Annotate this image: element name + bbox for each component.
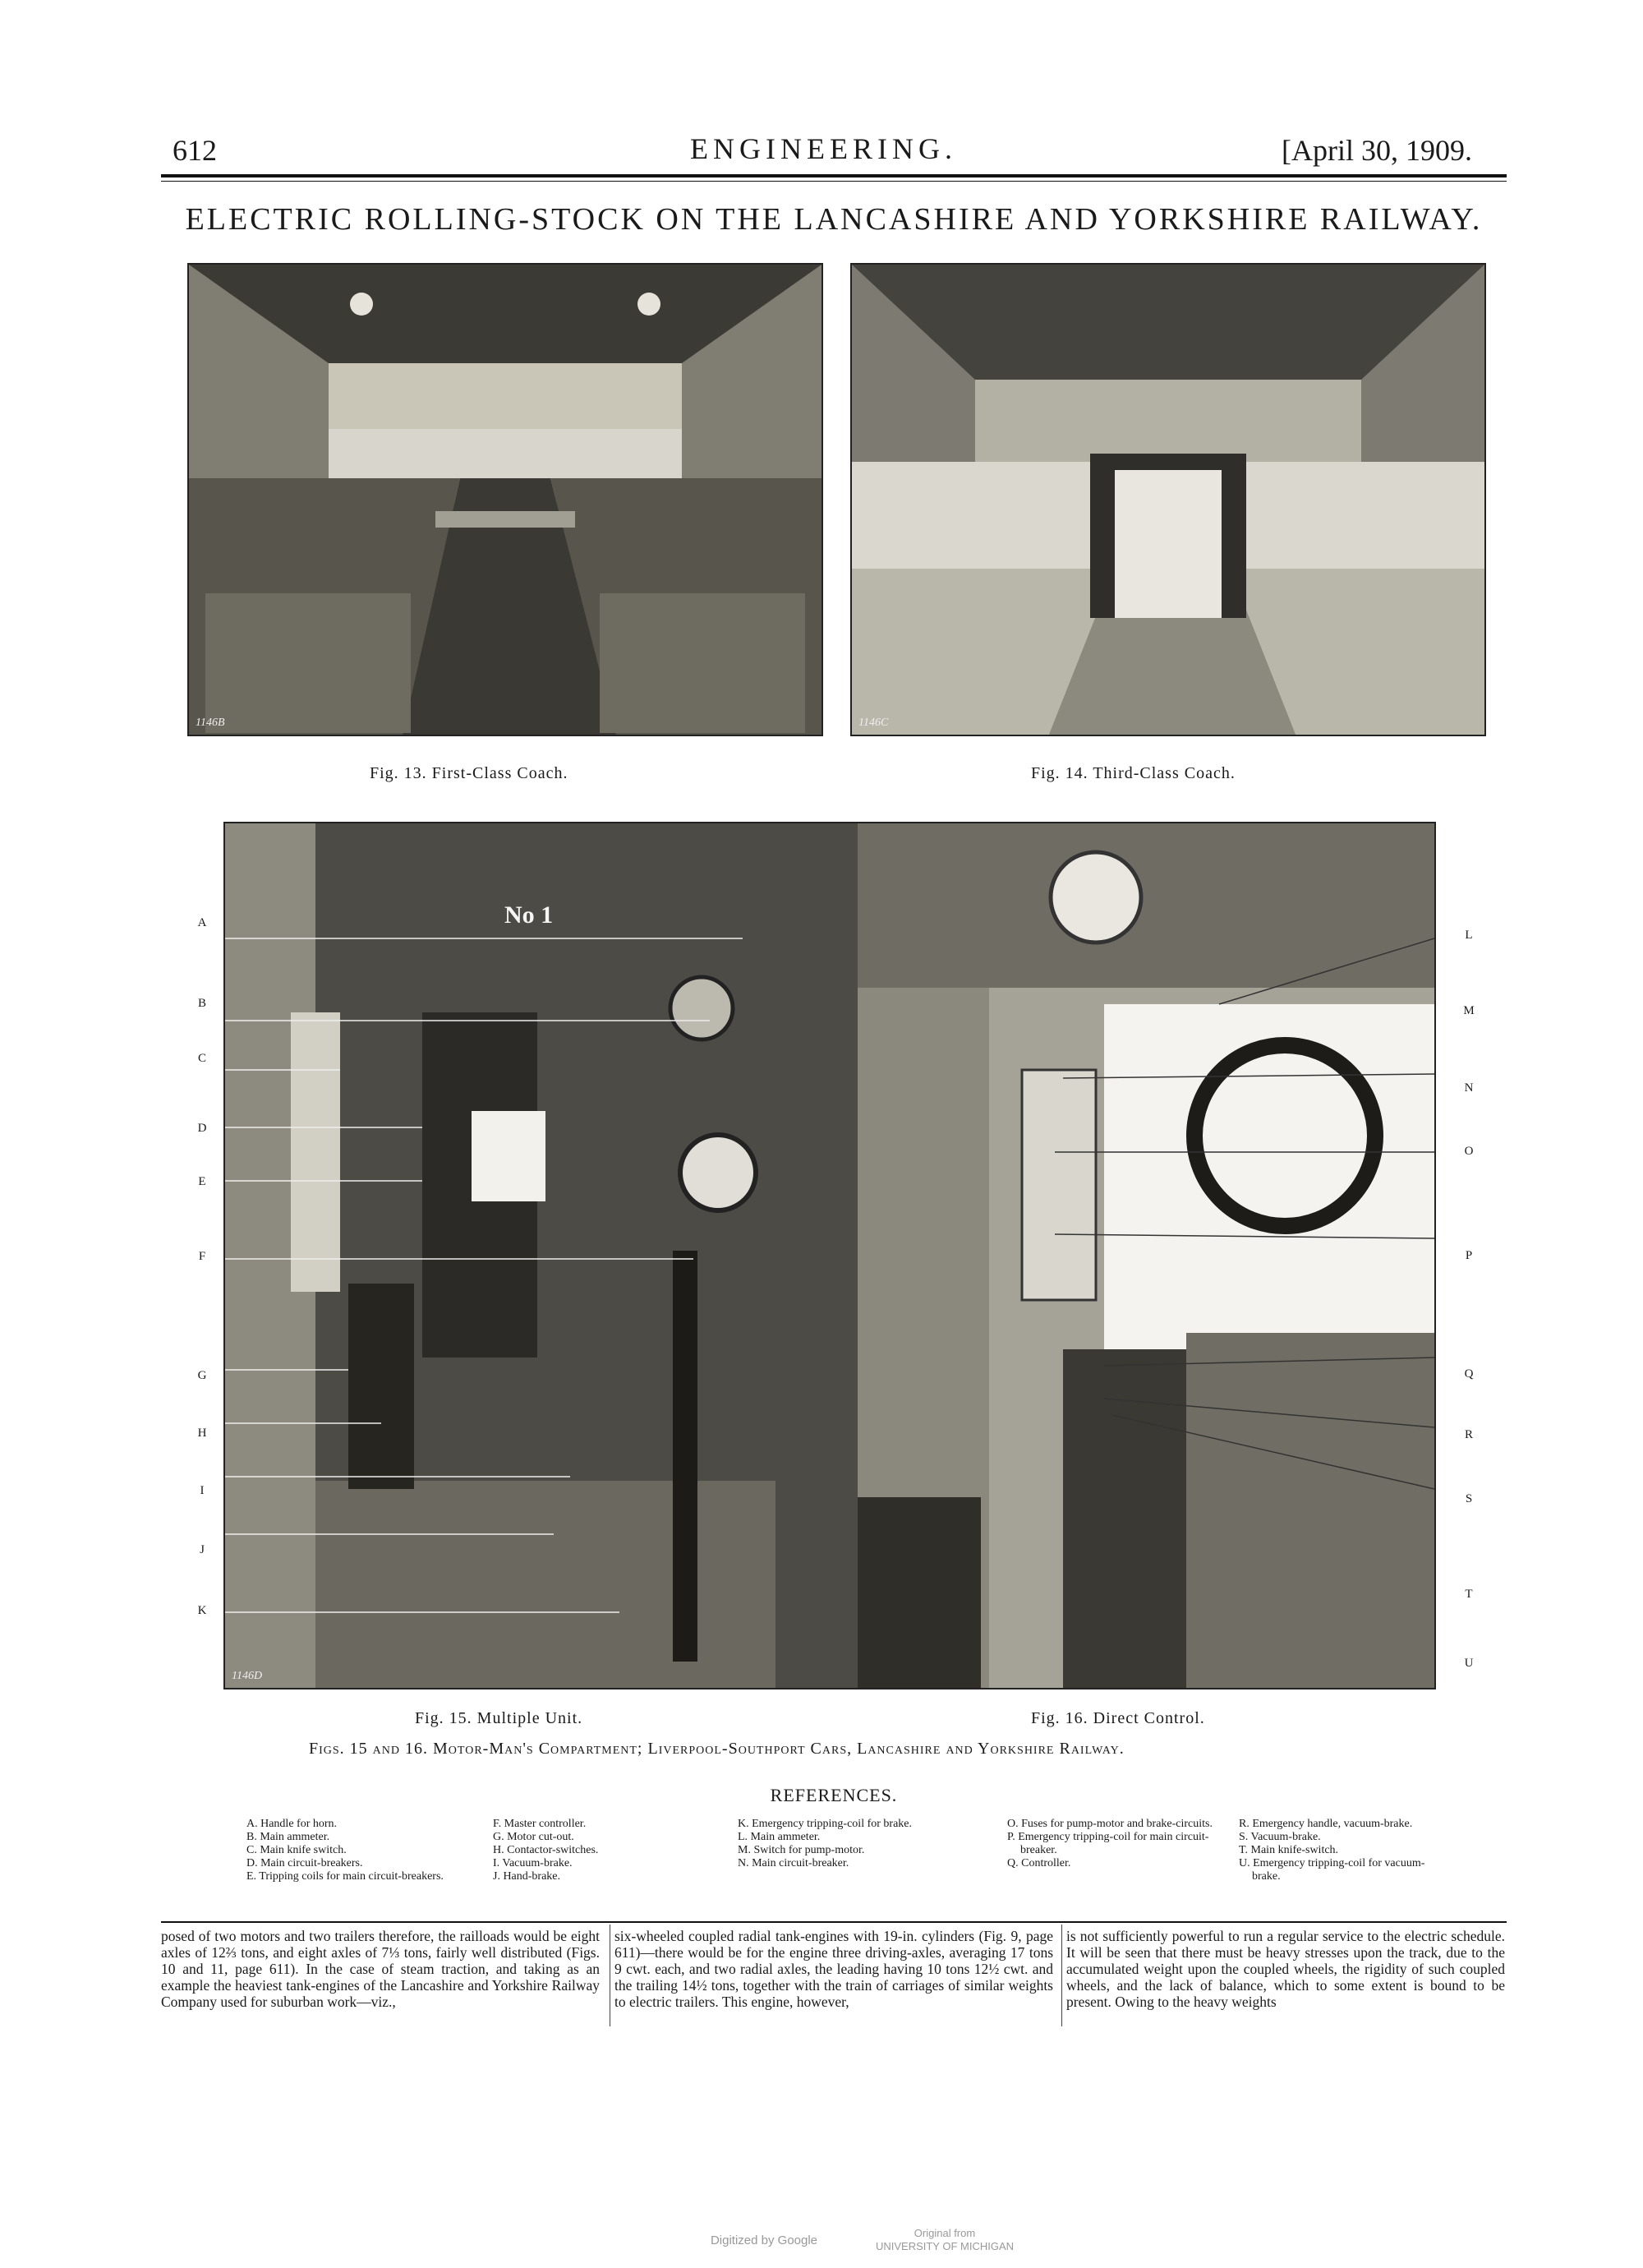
fig13-caption: Fig. 13. First-Class Coach.: [370, 764, 568, 782]
ref-letter-u: U: [1464, 1657, 1474, 1670]
body-top-rule: [161, 1921, 1507, 1923]
ref-letter-r: R: [1464, 1428, 1473, 1441]
ref-letter-p: P: [1465, 1249, 1473, 1262]
reference-item: G. Motor cut-out.: [493, 1831, 574, 1843]
fig16-caption: Fig. 16. Direct Control.: [1031, 1709, 1205, 1727]
header-rule-thin: [161, 181, 1507, 182]
references-column-3: [738, 1818, 968, 1870]
reference-item: R. Emergency handle, vacuum-brake.: [1239, 1818, 1413, 1830]
references-column-1: [246, 1818, 476, 1883]
references-column-5: [1239, 1818, 1452, 1883]
reference-item: L. Main ammeter.: [738, 1831, 821, 1843]
combined-caption: Figs. 15 and 16. Motor-Man's Compartment; Liverpool-Southport Cars, Lancashire and Yorkshire Railway.: [309, 1740, 1125, 1758]
body-column-3: is not sufficiently powerful to run a regular service to the electric schedule. It will be seen that there must be heavy stresses upon the track, due to the accumulated weight upon the coupled wheels, the rigidity of such coupled wheels, and the lack of balance, which to some extent is bound to be present. Owing to the heavy weights: [1066, 1928, 1505, 2010]
ref-letter-b: B: [197, 997, 206, 1010]
ref-letter-n: N: [1464, 1081, 1474, 1095]
reference-item: I. Vacuum-brake.: [493, 1857, 573, 1869]
issue-date: [April 30, 1909.: [1282, 134, 1472, 167]
ref-letter-l: L: [1465, 929, 1473, 942]
reference-item: K. Emergency tripping-coil for brake.: [738, 1818, 913, 1830]
reference-item: F. Master controller.: [493, 1818, 587, 1830]
reference-item: M. Switch for pump-motor.: [738, 1844, 865, 1856]
ref-letter-h: H: [197, 1427, 207, 1440]
plate-number: 1146B: [196, 717, 225, 729]
direct-control-photo: [858, 822, 1436, 1689]
reference-item: U. Emergency tripping-coil for vacuum-brake.: [1239, 1857, 1425, 1883]
ref-letter-m: M: [1463, 1004, 1475, 1017]
car-number-label: No 1: [504, 901, 554, 929]
plate-number: 1146D: [232, 1670, 263, 1682]
third-class-coach-photo: [850, 263, 1486, 736]
reference-item: J. Hand-brake.: [493, 1870, 561, 1883]
ref-letter-o: O: [1464, 1145, 1474, 1158]
page-number: 612: [173, 134, 217, 167]
ref-letter-a: A: [197, 916, 207, 929]
ref-letter-d: D: [197, 1122, 207, 1135]
reference-item: A. Handle for horn.: [246, 1818, 338, 1830]
reference-item: Q. Controller.: [1007, 1857, 1071, 1869]
ref-letter-g: G: [197, 1369, 207, 1382]
reference-item: T. Main knife-switch.: [1239, 1844, 1339, 1856]
reference-item: H. Contactor-switches.: [493, 1844, 599, 1856]
reference-item: B. Main ammeter.: [246, 1831, 330, 1843]
source-line-1: Original from: [914, 2227, 976, 2239]
ref-letter-j: J: [200, 1543, 205, 1556]
ref-letter-e: E: [198, 1175, 206, 1188]
references-heading: REFERENCES.: [770, 1785, 898, 1805]
references-column-2: [493, 1818, 706, 1883]
reference-item: O. Fuses for pump-motor and brake-circuits.: [1007, 1818, 1213, 1830]
reference-item: E. Tripping coils for main circuit-breakers.: [246, 1870, 444, 1883]
body-column-1: posed of two motors and two trailers therefore, the railloads would be eight axles of 12⅔ tons, and eight axles of 7⅓ tons, fairly well distributed (Figs. 10 and 11, page 611). In the case of steam traction, and taking as an example the heaviest tank-engines of the Lancashire and Yorkshire Railway Company used for suburban work—viz.,: [161, 1928, 600, 2010]
reference-item: S. Vacuum-brake.: [1239, 1831, 1321, 1843]
first-class-coach-photo: [187, 263, 823, 736]
ref-letter-s: S: [1465, 1492, 1473, 1505]
fig14-caption: Fig. 14. Third-Class Coach.: [1031, 764, 1236, 782]
reference-item: P. Emergency tripping-coil for main circuit-breaker.: [1007, 1831, 1209, 1856]
multiple-unit-photo: [223, 822, 861, 1689]
references-column-4: [1007, 1818, 1213, 1870]
journal-title: ENGINEERING.: [690, 132, 957, 165]
reference-item: C. Main knife switch.: [246, 1844, 347, 1856]
plate-number: 1146C: [858, 717, 889, 729]
reference-item: N. Main circuit-breaker.: [738, 1857, 849, 1869]
reference-item: D. Main circuit-breakers.: [246, 1857, 363, 1869]
column-divider: [1061, 1925, 1062, 2026]
ref-letter-q: Q: [1464, 1367, 1474, 1381]
ref-letter-i: I: [200, 1484, 205, 1497]
article-title: ELECTRIC ROLLING-STOCK ON THE LANCASHIRE AND YORKSHIRE RAILWAY.: [185, 202, 1483, 237]
ref-letter-f: F: [198, 1250, 206, 1263]
fig15-caption: Fig. 15. Multiple Unit.: [415, 1709, 583, 1727]
header-rule-thick: [161, 174, 1507, 177]
digitized-by-watermark: Digitized by Google: [710, 2233, 818, 2247]
ref-letter-t: T: [1465, 1588, 1473, 1601]
body-column-2: six-wheeled coupled radial tank-engines with 19-in. cylinders (Fig. 9, page 611)—there would be for the engine three driving-axles, averaging 17 tons 9 cwt. each, and two radial axles, the leading having 10 tons 12½ cwt. and the trailing 14½ tons, together with the train of carriages of similar weights to electric trailers. This engine, however,: [614, 1928, 1053, 2010]
ref-letter-k: K: [197, 1604, 207, 1617]
ref-letter-c: C: [197, 1052, 206, 1065]
source-line-2: UNIVERSITY OF MICHIGAN: [875, 2240, 1015, 2252]
